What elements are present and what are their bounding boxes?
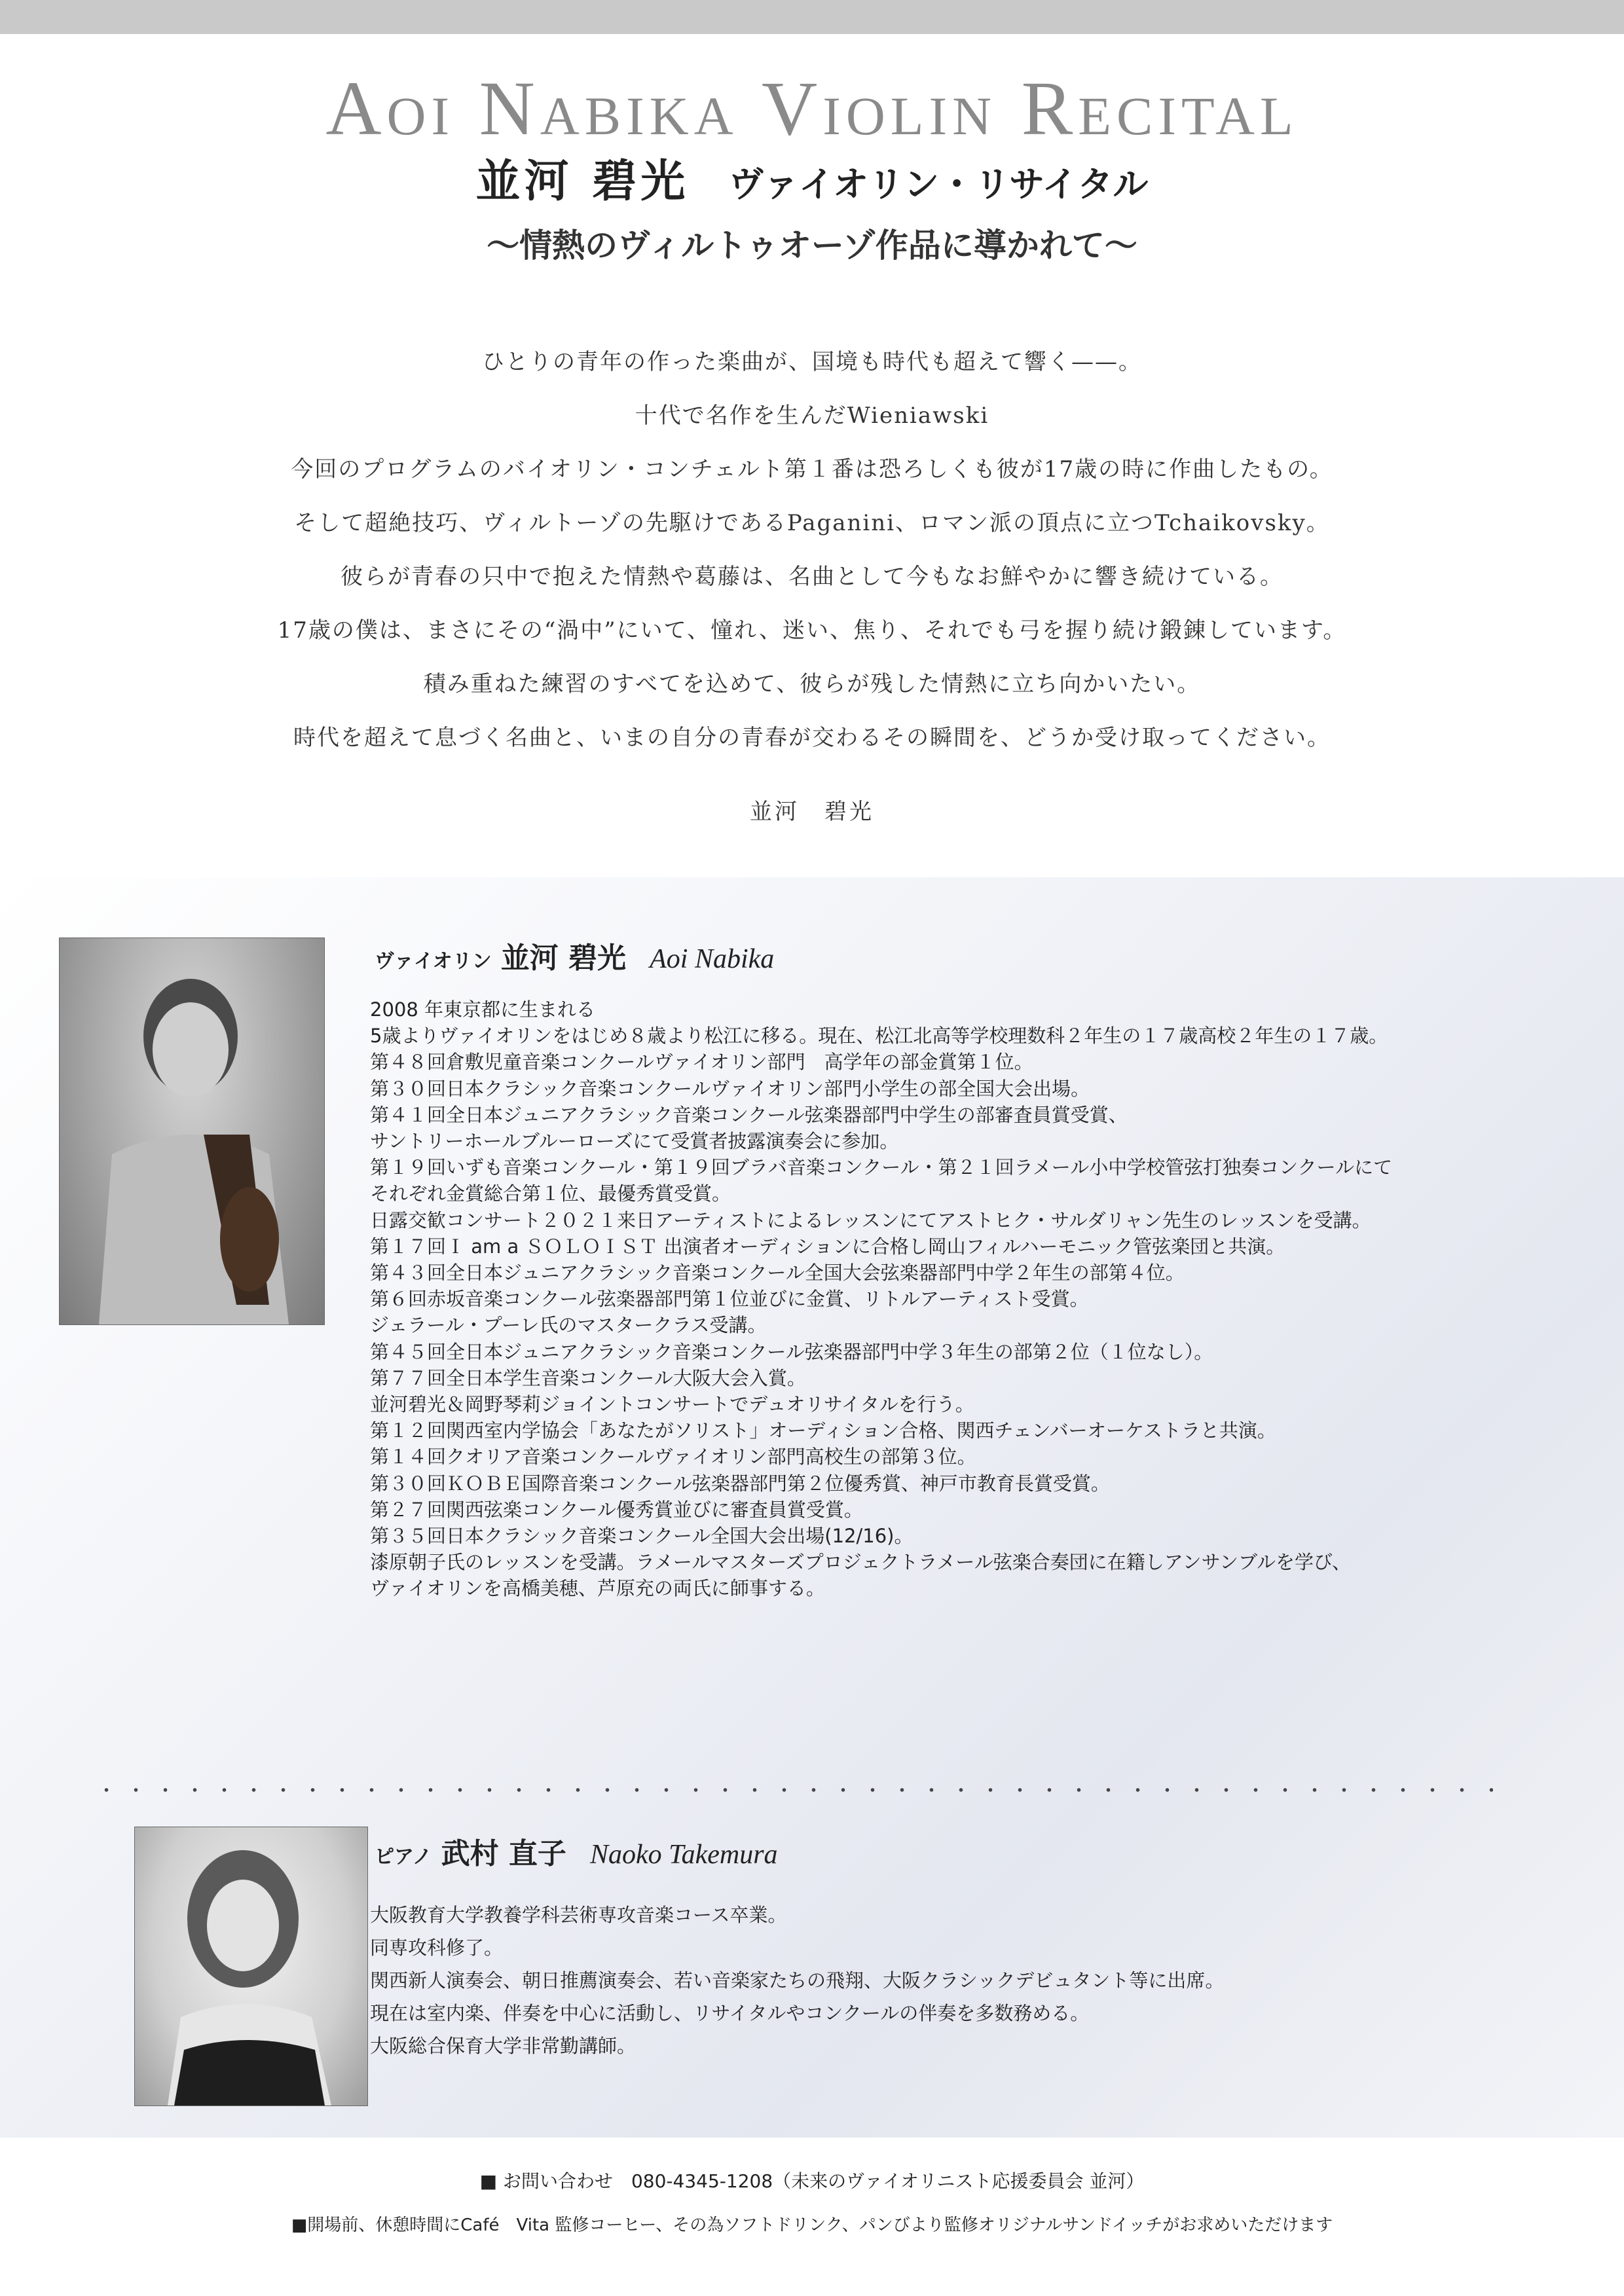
violinist-name-en: Aoi Nabika	[650, 944, 775, 974]
japanese-title	[0, 152, 1624, 213]
bio-line: 第１７回Ｉ am a ＳＯＬＯＩＳＴ 出演者オーディションに合格し岡山フィルハーモニック管弦楽団と共演。	[370, 1235, 1285, 1258]
cafe-note: ■開場前、休憩時間にCafé Vita 監修コーヒー、その為ソフトドリンク、パンびより監修オリジナルサンドイッチがお求めいただけます	[291, 2215, 1333, 2235]
bio-line: 2008 年東京都に生まれる	[370, 998, 596, 1021]
top-band	[0, 0, 1624, 34]
bio-line: 現在は室内楽、伴奏を中心に活動し、リサイタルやコンクールの伴奏を多数務める。	[370, 2002, 1090, 2024]
bio-line: 漆原朝子氏のレッスンを受講。ラメールマスターズプロジェクトラメール弦楽合奏団に在籍しアンサンブルを学び、	[370, 1551, 1351, 1574]
bio-line: 第２７回関西弦楽コンクール優秀賞並びに審査員賞受賞。	[370, 1498, 863, 1521]
bio-line: 第１４回クオリア音楽コンクールヴァイオリン部門高校生の部第３位。	[370, 1446, 976, 1468]
message-line: そして超絶技巧、ヴィルトーゾの先駆けであるPaganini、ロマン派の頂点に立つTchaikovsky。	[294, 510, 1330, 536]
bio-line: 大阪教育大学教養学科芸術専攻音楽コース卒業。	[370, 1904, 787, 1926]
bio-line: 第３５回日本クラシック音楽コンクール全国大会出場(12/16)。	[370, 1525, 913, 1548]
english-title: Aoi Nabika Violin Recital	[325, 65, 1299, 151]
message-line: 積み重ねた練習のすべてを込めて、彼らが残した情熱に立ち向かいたい。	[423, 671, 1201, 697]
bio-line: サントリーホールブルーローズにて受賞者披露演奏会に参加。	[370, 1130, 899, 1153]
dotted-divider	[92, 1787, 1493, 1793]
message-line: ひとりの青年の作った楽曲が、国境も時代も超えて響く——。	[482, 349, 1142, 375]
pianist-role: ピアノ	[375, 1846, 432, 1868]
bio-line: 同専攻科修了。	[370, 1937, 504, 1959]
violinist-silhouette	[60, 938, 324, 1324]
bio-line: 第４８回倉敷児童音楽コンクールヴァイオリン部門 高学年の部金賞第１位。	[370, 1051, 1033, 1074]
pianist-name-jp: 武村 直子	[441, 1837, 566, 1870]
bio-line: 第１９回いずも音楽コンクール・第１９回ブラバ音楽コンクール・第２１回ラメール小中学校管弦打独奏コンクールにて	[370, 1156, 1393, 1179]
bio-line: 第４３回全日本ジュニアクラシック音楽コンクール全国大会弦楽器部門中学２年生の部第４位。	[370, 1262, 1185, 1285]
message-block	[0, 335, 1624, 765]
violinist-role: ヴァイオリン	[375, 950, 492, 973]
pianist-name-en: Naoko Takemura	[589, 1840, 778, 1870]
bio-line: 第７７回全日本学生音楽コンクール大阪大会入賞。	[370, 1366, 806, 1389]
bio-line: 大阪総合保育大学非常勤講師。	[370, 2035, 637, 2057]
bio-line: 第６回赤坂音楽コンクール弦楽器部門第１位並びに金賞、リトルアーティスト受賞。	[370, 1288, 1089, 1311]
japanese-title-sub: ヴァイオリン・リサイタル	[728, 163, 1149, 205]
message-line: 彼らが青春の只中で抱えた情熱や葛藤は、名曲として今もなお鮮やかに響き続けている。	[341, 564, 1283, 590]
pianist-silhouette	[135, 1827, 367, 2105]
message-line: 十代で名作を生んだWieniawski	[635, 403, 989, 429]
subtitle: 〜情熱のヴィルトゥオーゾ作品に導かれて〜	[487, 226, 1137, 264]
pianist-bio	[370, 1899, 1224, 2062]
message-line: 17歳の僕は、まさにその“渦中”にいて、憧れ、迷い、焦り、それでも弓を握り続け鍛錬しています。	[277, 617, 1347, 644]
message-line: 今回のプログラムのバイオリン・コンチェルト第１番は恐ろしくも彼が17歳の時に作曲したもの。	[291, 456, 1333, 483]
violinist-name-jp: 並河 碧光	[500, 941, 627, 975]
bio-line: 5歳よりヴァイオリンをはじめ８歳より松江に移る。現在、松江北高等学校理数科２年生の１７歳高校２年生の１７歳。	[370, 1025, 1388, 1048]
bio-line: 第３０回日本クラシック音楽コンクールヴァイオリン部門小学生の部全国大会出場。	[370, 1077, 1090, 1100]
japanese-title-name: 並河 碧光	[475, 155, 690, 208]
pianist-photo	[134, 1827, 368, 2106]
message-signature: 並河 碧光	[750, 799, 874, 825]
violinist-bio	[370, 996, 1392, 1602]
bio-line: 第４５回全日本ジュニアクラシック音楽コンクール弦楽器部門中学３年生の部第２位（１位なし）。	[370, 1340, 1213, 1363]
bio-line: 第３０回ＫＯＢＥ国際音楽コンクール弦楽器部門第２位優秀賞、神戸市教育長賞受賞。	[370, 1472, 1110, 1495]
bio-line: 並河碧光＆岡野琴莉ジョイントコンサートでデュオリサイタルを行う。	[370, 1393, 974, 1416]
bio-line: 第１２回関西室内学協会「あなたがソリスト」オーディション合格、関西チェンバーオーケストラと共演。	[370, 1419, 1276, 1442]
message-line: 時代を超えて息づく名曲と、いまの自分の青春が交わるその瞬間を、どうか受け取ってください。	[293, 725, 1331, 751]
bio-line: 日露交歓コンサート２０２１来日アーティストによるレッスンにてアストヒク・サルダリャン先生のレッスンを受講。	[370, 1209, 1371, 1231]
contact-info: ■ お問い合わせ 080-4345-1208（未来のヴァイオリニスト応援委員会 並河）	[479, 2170, 1145, 2192]
bio-line: 関西新人演奏会、朝日推薦演奏会、若い音楽家たちの飛翔、大阪クラシックデビュタント等に出席。	[370, 1969, 1225, 1992]
violinist-name	[375, 939, 774, 981]
violinist-photo	[59, 938, 325, 1325]
bio-line: それぞれ金賞総合第１位、最優秀賞受賞。	[370, 1182, 731, 1205]
bio-line: ヴァイオリンを高橋美穂、芦原充の両氏に師事する。	[370, 1577, 825, 1600]
bio-line: ジェラール・プーレ氏のマスタークラス受講。	[370, 1314, 767, 1337]
bio-line: 第４１回全日本ジュニアクラシック音楽コンクール弦楽器部門中学生の部審査員賞受賞、	[370, 1103, 1128, 1126]
pianist-name	[375, 1834, 778, 1877]
